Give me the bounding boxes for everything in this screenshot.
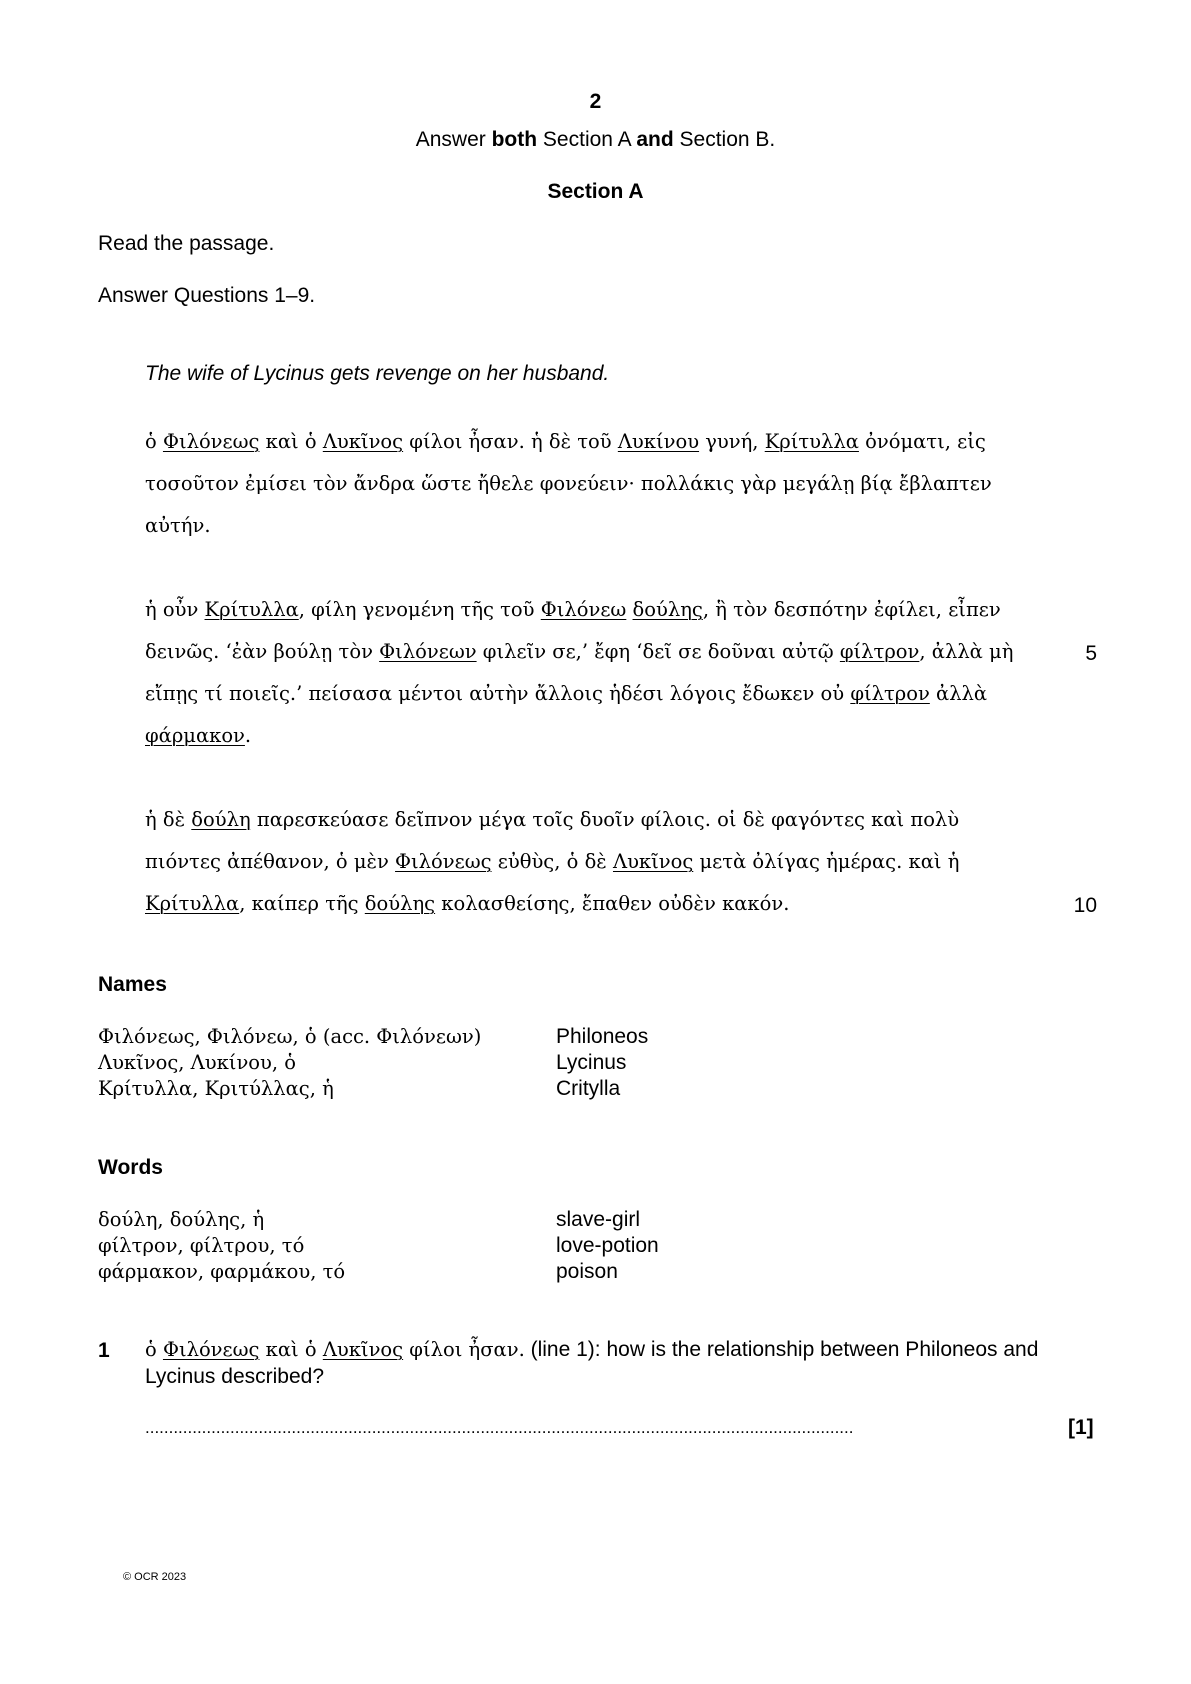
passage-line-4: ἡ οὖν Κρίτυλλα, φίλη γενομένη τῆς τοῦ Φιλόνεω δούλης, ἣ τὸν δεσπότην ἐφίλει, εἶπεν bbox=[145, 598, 1001, 621]
passage-line-1: ὁ Φιλόνεως καὶ ὁ Λυκῖνος φίλοι ἦσαν. ἡ δὲ τοῦ Λυκίνου γυνή, Κρίτυλλα ὀνόματι, εἰς bbox=[145, 430, 986, 453]
gloss-english: Lycinus bbox=[556, 1051, 627, 1074]
passage-line-2: τοσοῦτον ἐμίσει τὸν ἄνδρα ὥστε ἤθελε φονεύειν· πολλάκις γὰρ μεγάλῃ βίᾳ ἔβλαπτεν bbox=[145, 472, 992, 495]
marks: [1] bbox=[1068, 1416, 1094, 1439]
gloss-greek: Κρίτυλλα, Κριτύλλας, ἡ bbox=[98, 1077, 334, 1100]
gloss-greek: δούλη, δούλης, ἡ bbox=[98, 1208, 265, 1231]
read-instruction: Read the passage. bbox=[98, 232, 275, 255]
passage-line-3: αὐτήν. bbox=[145, 514, 211, 537]
copyright: © OCR 2023 bbox=[123, 1571, 187, 1583]
page-number: 2 bbox=[589, 90, 602, 113]
gloss-row bbox=[98, 1051, 998, 1077]
passage-intro: The wife of Lycinus gets revenge on her husband. bbox=[145, 362, 610, 385]
answer-line[interactable]: ...................................................................................................................................................... bbox=[145, 1418, 854, 1437]
gloss-row bbox=[98, 1077, 998, 1103]
gloss-greek: Φιλόνεως, Φιλόνεω, ὁ (acc. Φιλόνεων) bbox=[98, 1025, 482, 1048]
question-text-line-2: Lycinus described? bbox=[145, 1365, 324, 1388]
question-text: ὁ Φιλόνεως καὶ ὁ Λυκῖνος φίλοι ἦσαν. (line 1): how is the relationship between Philoneos and bbox=[145, 1338, 1039, 1361]
gloss-row bbox=[98, 1234, 998, 1260]
question-number: 1 bbox=[98, 1339, 110, 1362]
line-number-10: 10 bbox=[1073, 894, 1097, 917]
line-number-5: 5 bbox=[1085, 642, 1097, 665]
gloss-greek: Λυκῖνος, Λυκίνου, ὁ bbox=[98, 1051, 297, 1074]
passage-line-8: ἡ δὲ δούλη παρεσκεύασε δεῖπνον μέγα τοῖς δυοῖν φίλοις. οἱ δὲ φαγόντες καὶ πολὺ bbox=[145, 808, 960, 831]
section-title: Section A bbox=[547, 180, 644, 203]
gloss-greek: φίλτρον, φίλτρου, τό bbox=[98, 1234, 305, 1257]
gloss-english: Critylla bbox=[556, 1077, 621, 1100]
gloss-row bbox=[98, 1260, 998, 1286]
gloss-english: slave-girl bbox=[556, 1208, 641, 1231]
answer-instruction: Answer Questions 1–9. bbox=[98, 284, 316, 307]
gloss-row bbox=[98, 1208, 998, 1234]
passage-line-10: Κρίτυλλα, καίπερ τῆς δούλης κολασθείσης, ἔπαθεν οὐδὲν κακόν. bbox=[145, 892, 790, 915]
gloss-english: Philoneos bbox=[556, 1025, 649, 1048]
passage-line-9: πιόντες ἀπέθανον, ὁ μὲν Φιλόνεως εὐθὺς, ὁ δὲ Λυκῖνος μετὰ ὀλίγας ἡμέρας. καὶ ἡ bbox=[145, 850, 960, 873]
instruction: Answer both Section A and Section B. bbox=[415, 128, 776, 151]
passage-line-5: δεινῶς. ‘ἐὰν βούλῃ τὸν Φιλόνεων φιλεῖν σε,’ ἔφη ‘δεῖ σε δοῦναι αὐτῷ φίλτρον, ἀλλὰ μὴ bbox=[145, 640, 1014, 663]
words-heading: Words bbox=[98, 1156, 163, 1179]
names-heading: Names bbox=[98, 973, 167, 996]
gloss-english: love-potion bbox=[556, 1234, 659, 1257]
gloss-english: poison bbox=[556, 1260, 618, 1283]
passage-line-6: εἴπῃς τί ποιεῖς.’ πείσασα μέντοι αὐτὴν ἄλλοις ἡδέσι λόγοις ἔδωκεν οὐ φίλτρον ἀλλὰ bbox=[145, 682, 988, 705]
gloss-row bbox=[98, 1025, 998, 1051]
gloss-greek: φάρμακον, φαρμάκου, τό bbox=[98, 1260, 346, 1283]
passage-line-7: φάρμακον. bbox=[145, 724, 252, 747]
